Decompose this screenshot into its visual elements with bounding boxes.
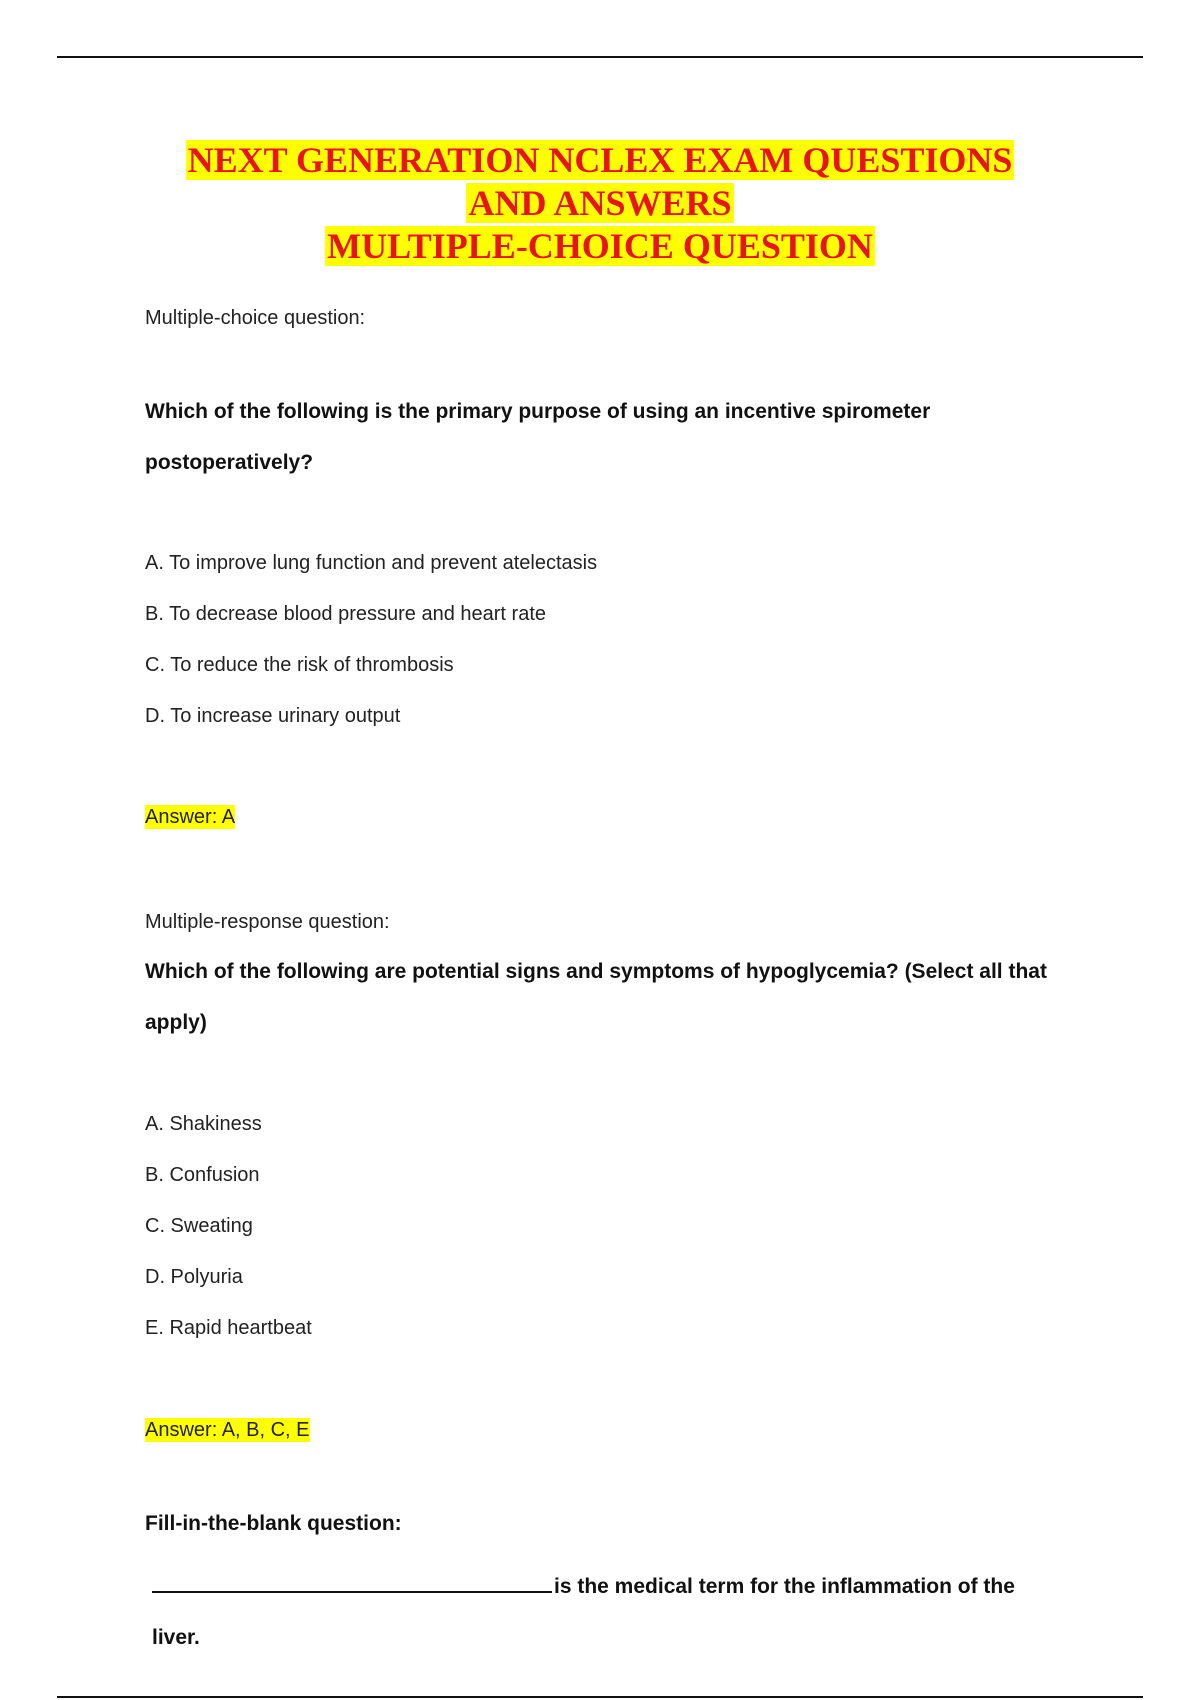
title-line-2: AND ANSWERS <box>468 183 732 223</box>
q2-options <box>145 1114 312 1369</box>
document-title <box>0 139 1200 268</box>
q1-question: Which of the following is the primary purpose of using an incentive spirometer postoperatively? <box>145 400 931 474</box>
q2-question: Which of the following are potential signs and symptoms of hypoglycemia? (Select all that apply) <box>145 960 1047 1034</box>
q1-option-c: C. To reduce the risk of thrombosis <box>145 654 454 676</box>
q2-answer: Answer: A, B, C, E <box>145 1419 310 1441</box>
q1-type-label: Multiple-choice question: <box>145 307 366 329</box>
top-rule <box>57 56 1143 58</box>
q2-option-e: E. Rapid heartbeat <box>145 1317 312 1339</box>
title-line-1: NEXT GENERATION NCLEX EXAM QUESTIONS <box>187 140 1013 180</box>
q1-option-b: B. To decrease blood pressure and heart rate <box>145 603 546 625</box>
q2-option-c: C. Sweating <box>145 1215 253 1237</box>
q3-question <box>152 1561 1052 1663</box>
q3-question-text: is the medical term for the inflammation of the liver. <box>152 1575 1015 1649</box>
q2-type-label: Multiple-response question: <box>145 911 390 933</box>
q2-option-a: A. Shakiness <box>145 1113 262 1135</box>
title-line-3: MULTIPLE-CHOICE QUESTION <box>327 226 873 266</box>
q1-option-a: A. To improve lung function and prevent atelectasis <box>145 552 598 574</box>
q1-options <box>145 553 597 757</box>
bottom-rule <box>57 1696 1143 1698</box>
q3-type-label: Fill-in-the-blank question: <box>145 1512 402 1535</box>
q1-option-d: D. To increase urinary output <box>145 705 401 727</box>
q2-option-d: D. Polyuria <box>145 1266 243 1288</box>
q2-option-b: B. Confusion <box>145 1164 260 1186</box>
q1-answer: Answer: A <box>145 806 236 828</box>
fill-in-blank-line <box>152 1571 552 1593</box>
